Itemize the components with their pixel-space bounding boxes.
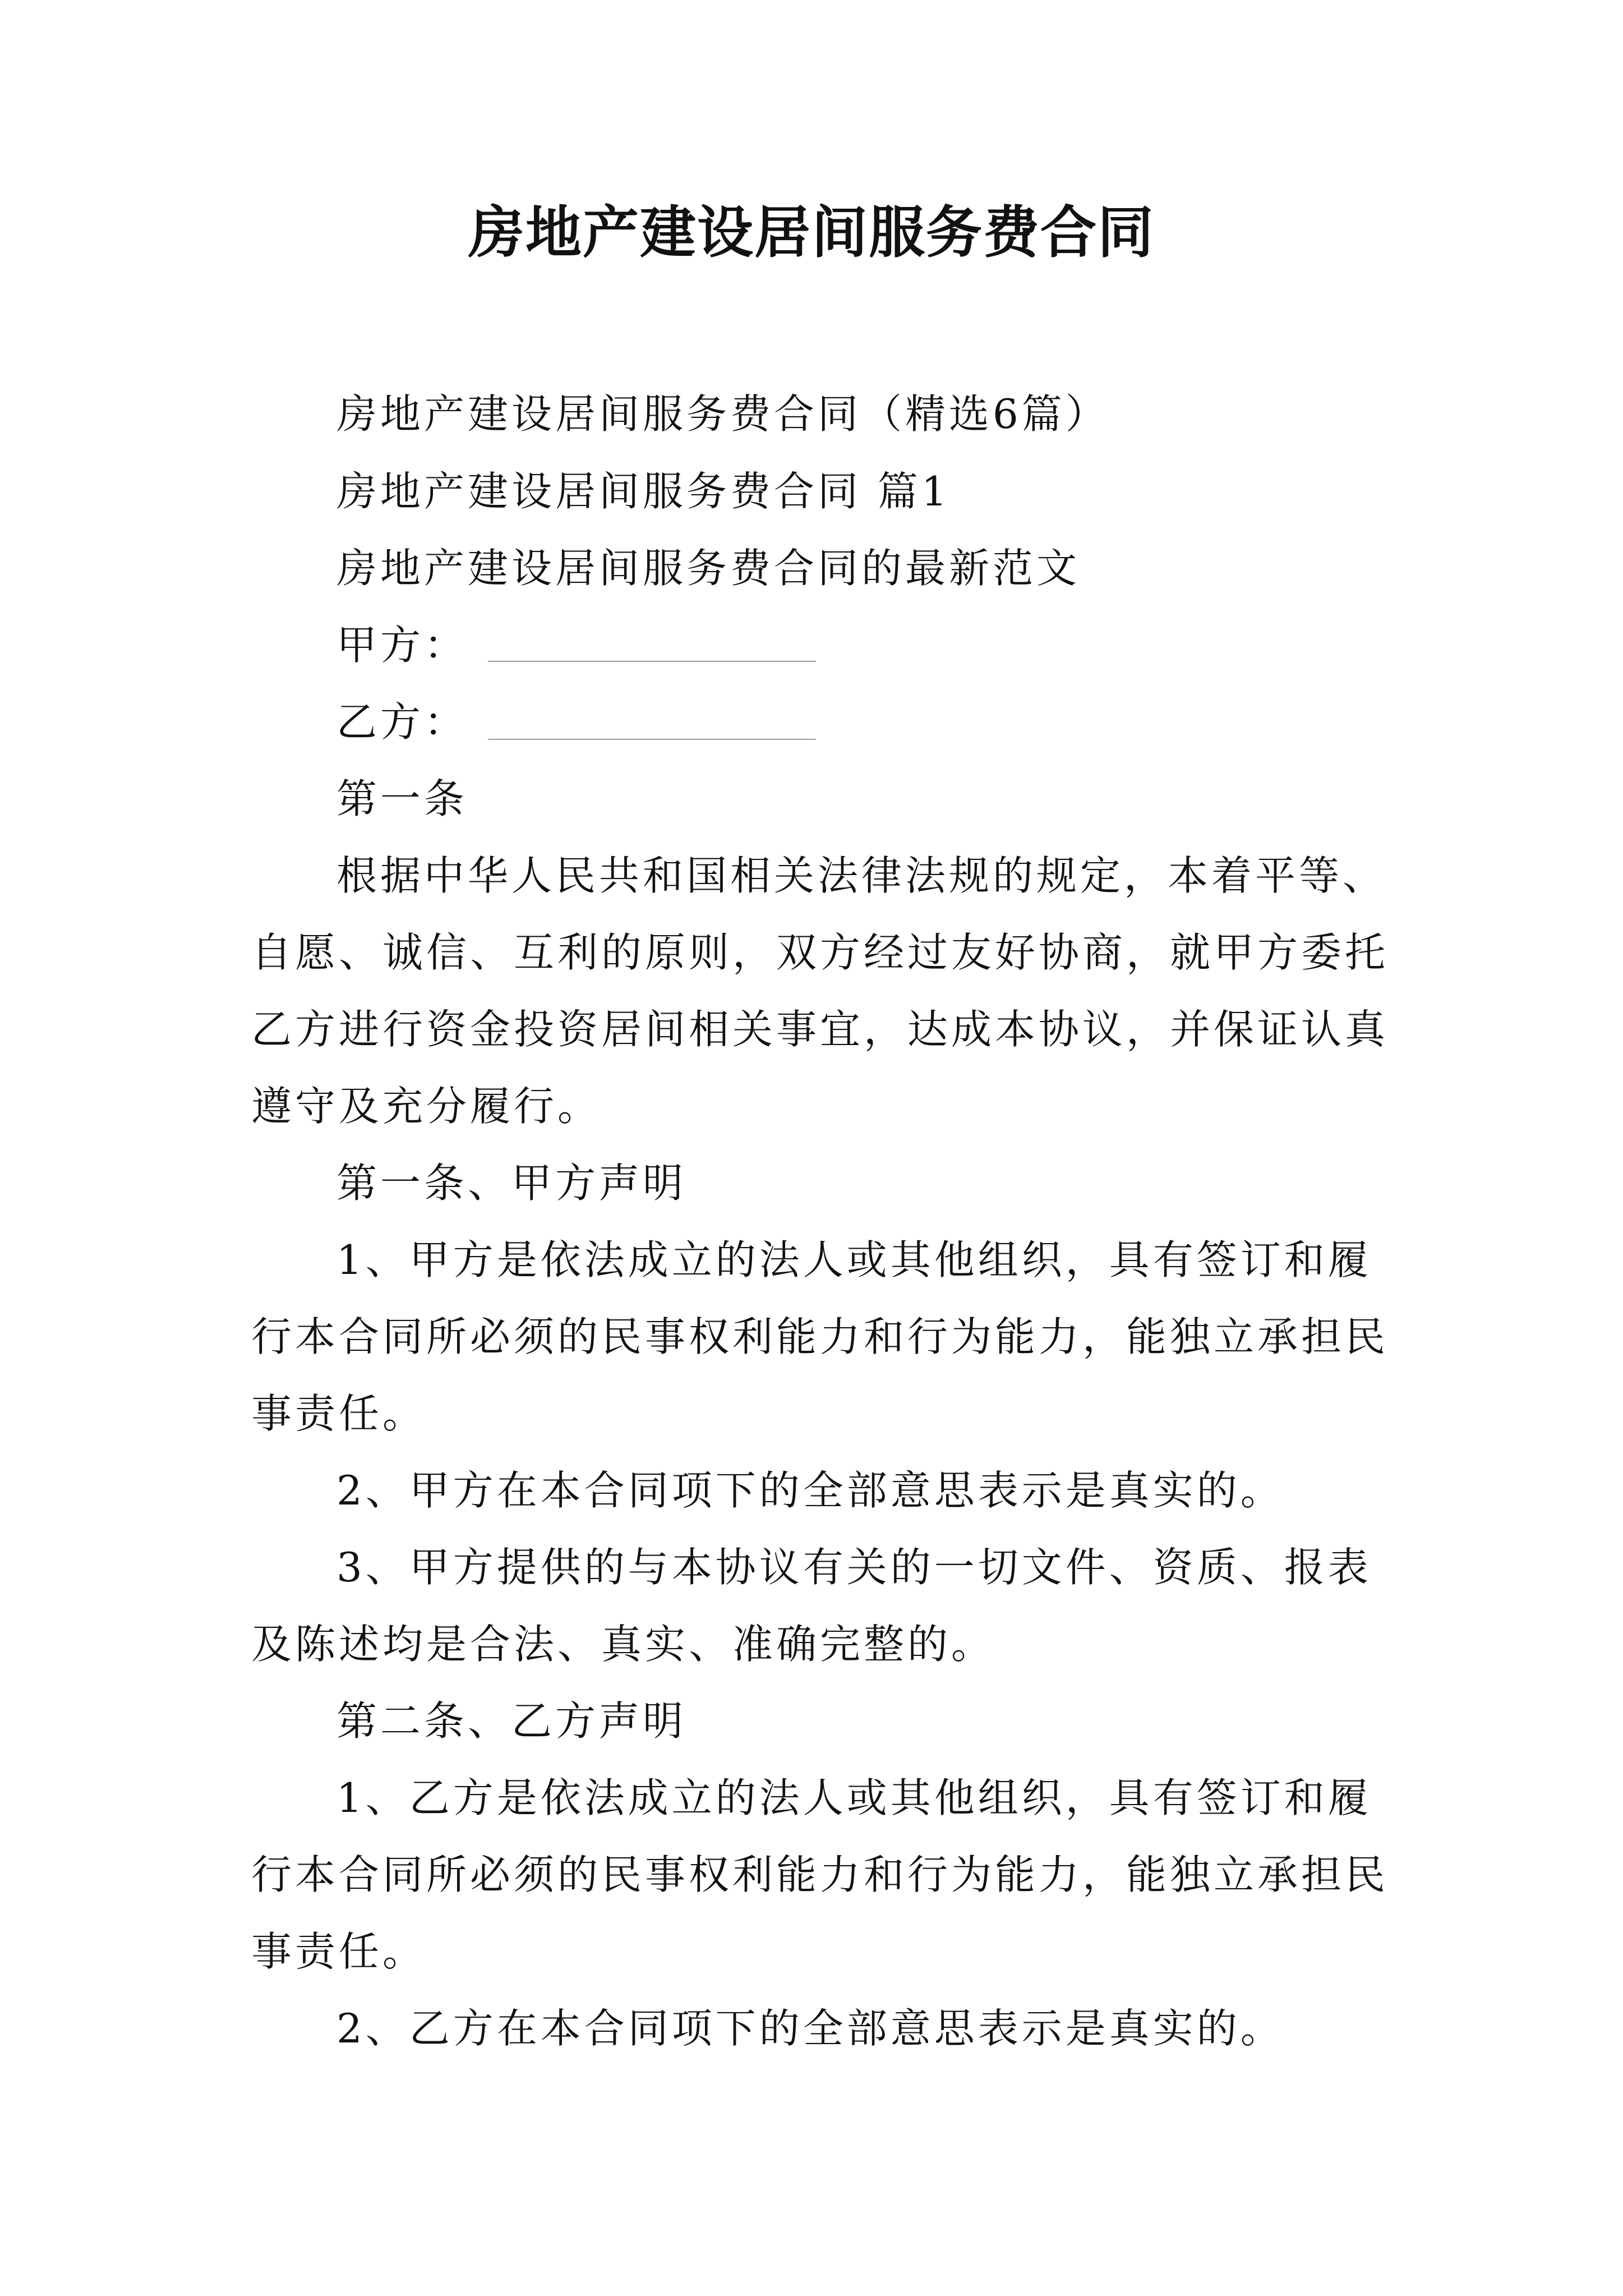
article-heading: 第一条 (336, 775, 468, 822)
party-a-label: 甲方： (336, 622, 468, 669)
paragraph-line: 根据中华人民共和国相关法律法规的规定，本着平等、 (336, 852, 1387, 899)
paragraph-line: 及陈述均是合法、真实、准确完整的。 (251, 1621, 995, 1668)
paragraph-line: 遵守及充分履行。 (251, 1083, 602, 1130)
party-a-field (336, 617, 468, 673)
subtitle-line: 房地产建设居间服务费合同（精选6篇） (336, 390, 1109, 438)
paragraph-line: 乙方进行资金投资居间相关事宜，达成本协议，并保证认真 (251, 1006, 1389, 1053)
paragraph-line: 自愿、诚信、互利的原则，双方经过友好协商，就甲方委托 (251, 929, 1389, 976)
document-title: 房地产建设居间服务费合同 (468, 200, 1155, 265)
party-b-field (336, 694, 468, 750)
paragraph-line: 事责任。 (251, 1928, 427, 1975)
paragraph-line: 1、甲方是依法成立的法人或其他组织，具有签订和履 (336, 1236, 1372, 1283)
party-a-blank-line (488, 661, 816, 662)
section-heading: 房地产建设居间服务费合同 篇1 (336, 468, 951, 515)
party-b-label: 乙方： (336, 698, 468, 746)
paragraph-line: 3、甲方提供的与本协议有关的一切文件、资质、报表 (336, 1544, 1372, 1591)
text-line: 房地产建设居间服务费合同的最新范文 (336, 545, 1081, 592)
article-heading: 第二条、乙方声明 (336, 1697, 687, 1745)
party-b-blank-line (488, 739, 816, 740)
paragraph-line: 行本合同所必须的民事权利能力和行为能力，能独立承担民 (251, 1851, 1389, 1898)
paragraph-line: 事责任。 (251, 1390, 427, 1437)
paragraph-line: 行本合同所必须的民事权利能力和行为能力，能独立承担民 (251, 1313, 1389, 1360)
paragraph-line: 2、甲方在本合同项下的全部意思表示是真实的。 (336, 1467, 1284, 1514)
paragraph-line: 2、乙方在本合同项下的全部意思表示是真实的。 (336, 2005, 1284, 2052)
paragraph-line: 1、乙方是依法成立的法人或其他组织，具有签订和履 (336, 1774, 1372, 1821)
article-heading: 第一条、甲方声明 (336, 1159, 687, 1207)
